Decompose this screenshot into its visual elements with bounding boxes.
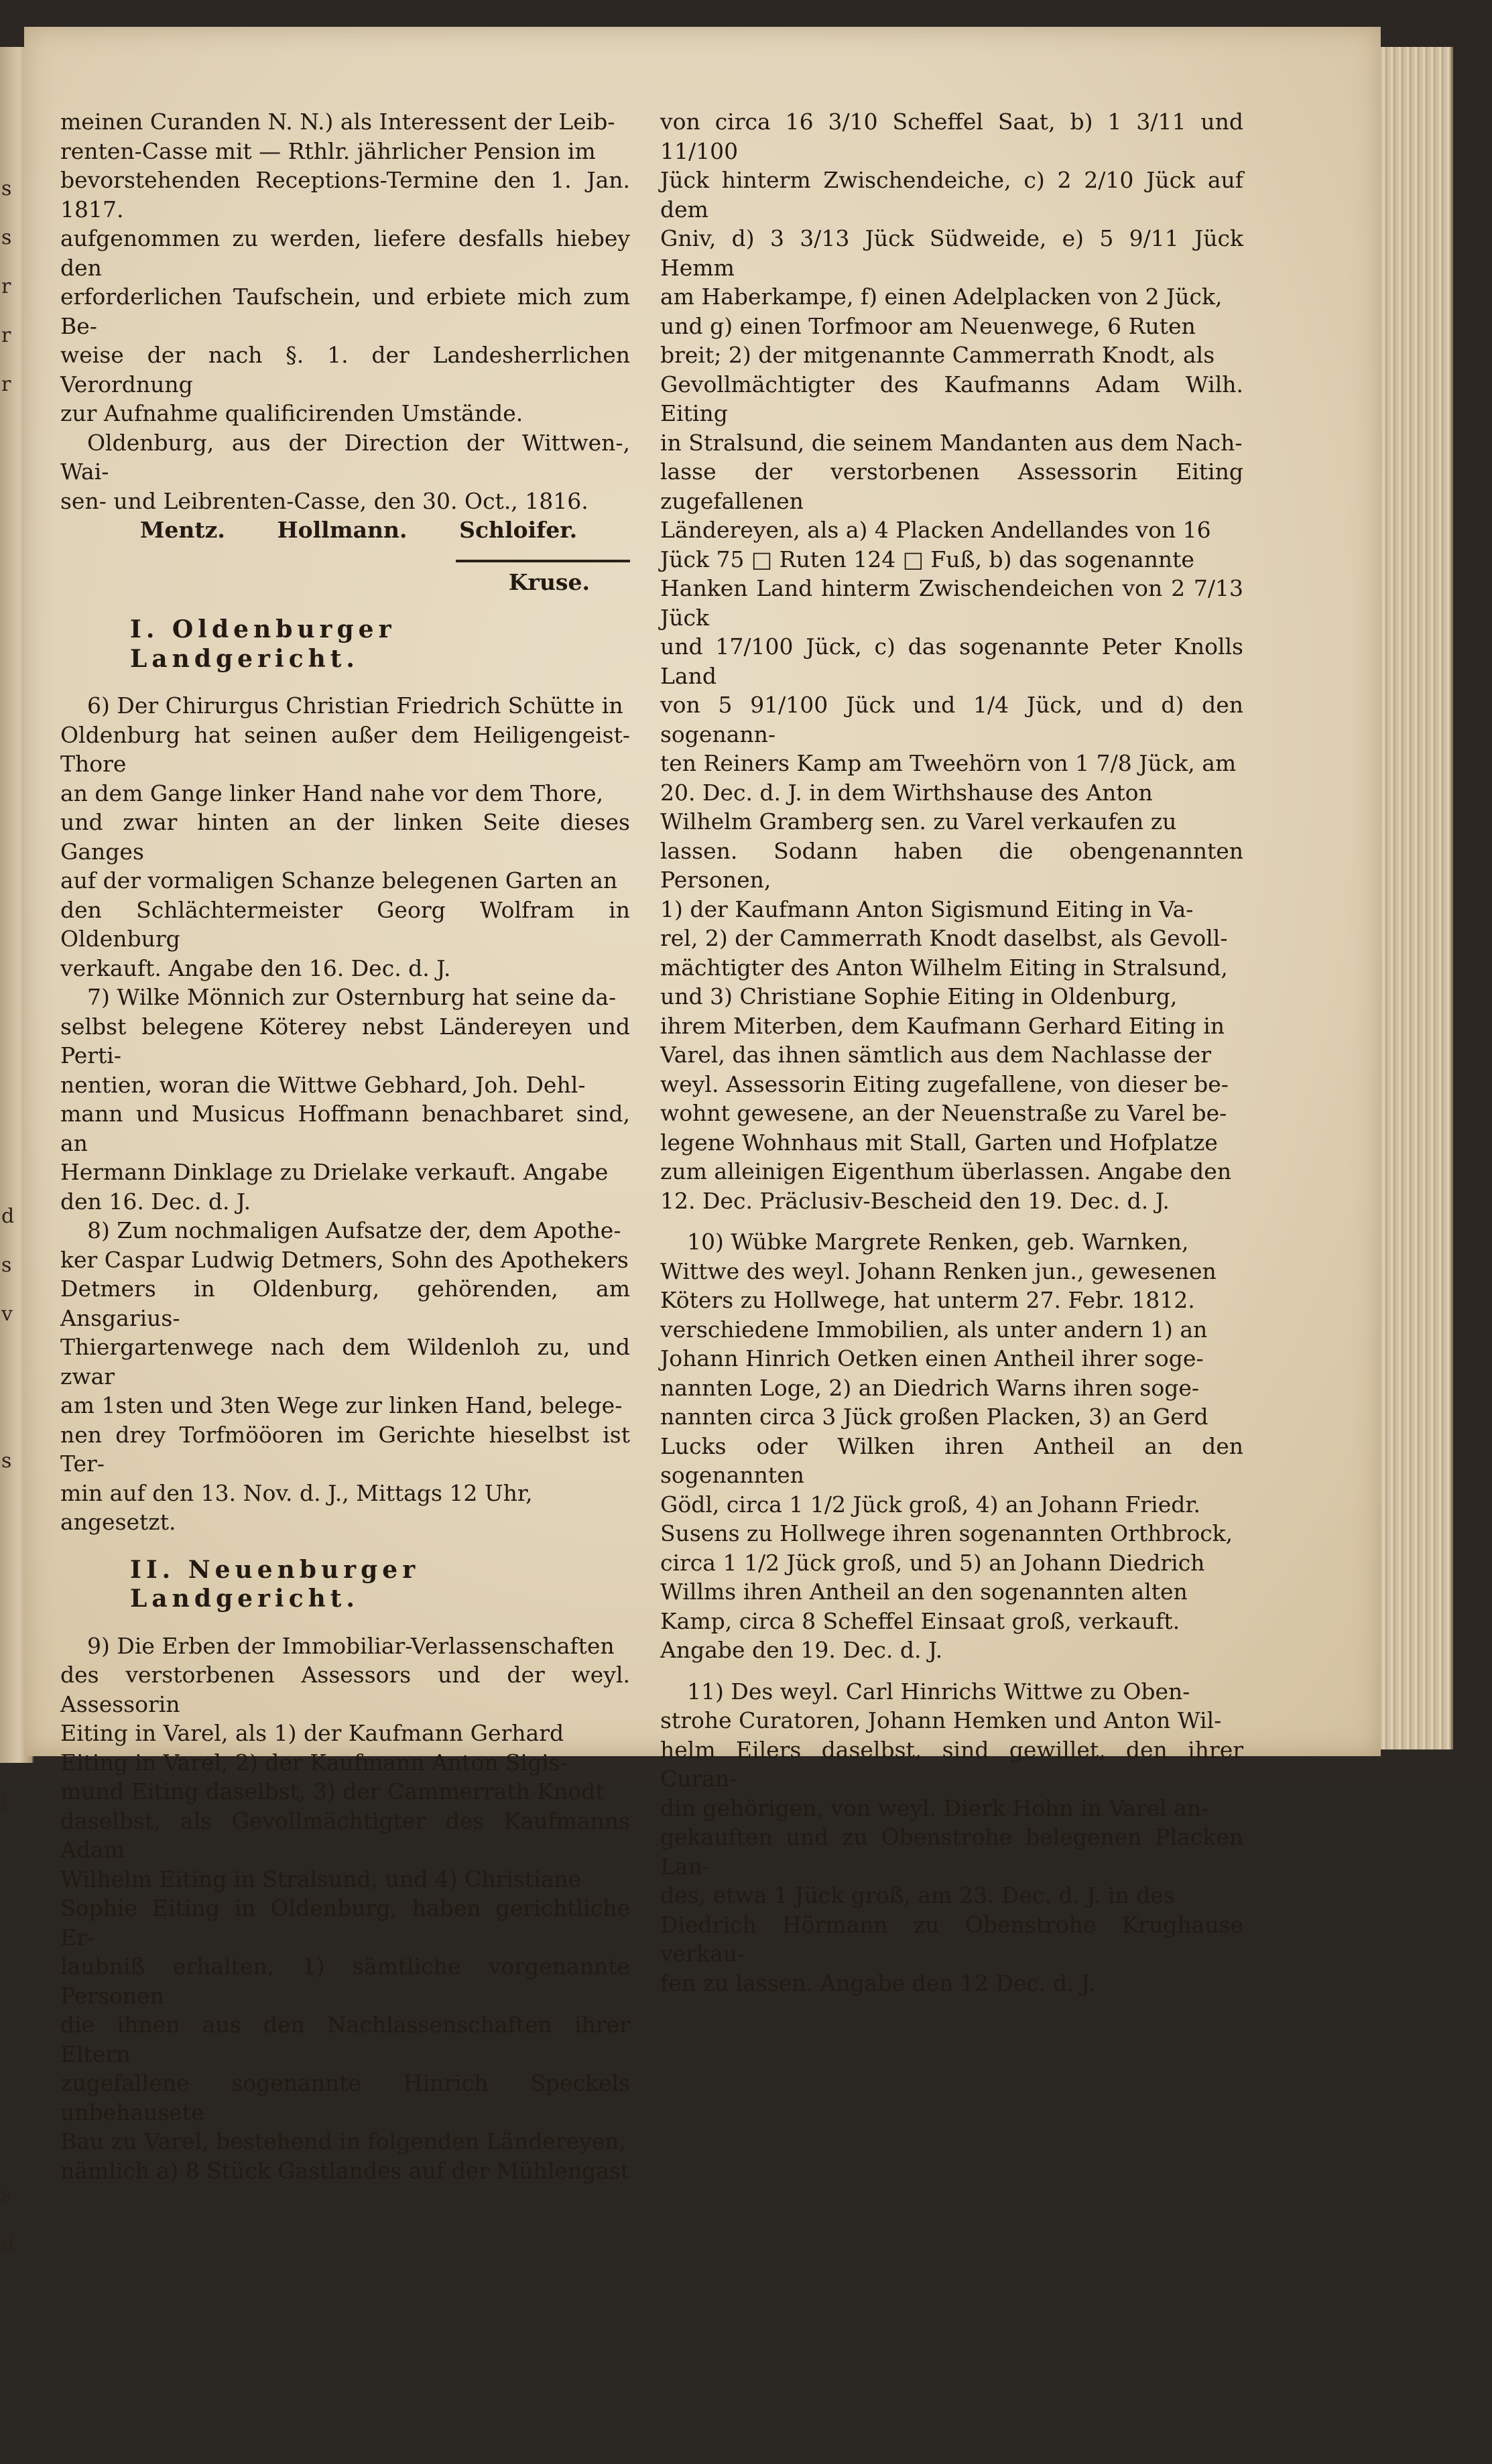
margin-char	[1, 2317, 21, 2366]
margin-char	[1, 1045, 21, 1094]
signer-name: Schloifer.	[459, 517, 578, 543]
text-line: 9) Die Erben der Immobiliar-Verlassenschaften	[87, 1632, 615, 1659]
margin-char: s	[1, 1253, 12, 1277]
text-line: Gödl, circa 1 1/2 Jück groß, 4) an Johann Friedr.	[660, 1491, 1200, 1518]
text-line: 7) Wilke Mönnich zur Osternburg hat seine da-	[87, 984, 617, 1010]
margin-char	[1, 1926, 21, 1975]
text-line: erforderlichen Taufschein, und erbiete mich zum Be-	[60, 284, 630, 339]
section-heading: I. Oldenburger Landgericht.	[130, 615, 396, 673]
margin-char: r	[1, 275, 11, 298]
section-heading: II. Neuenburger Landgericht.	[130, 1555, 420, 1613]
text-line: Hermann Dinklage zu Drielake verkauft. Angabe	[60, 1159, 609, 1185]
margin-char	[1, 702, 21, 751]
text-line: Sophie Eiting in Oldenburg, haben gerichtliche Er-	[60, 1895, 630, 1951]
text-line: des, etwa 1 Jück groß, am 23. Dec. d. J. in des	[660, 1882, 1176, 1908]
notice-item-continued	[660, 107, 1243, 1215]
text-line: Johann Hinrich Oetken einen Antheil ihrer soge-	[660, 1345, 1204, 1371]
text-line: Thiergartenwege nach dem Wildenloh zu, und zwar	[60, 1334, 630, 1390]
text-line: Jück 75 □ Ruten 124 □ Fuß, b) das sogenannte	[660, 546, 1194, 572]
margin-char: l	[1, 1792, 8, 1815]
margin-char: s	[1, 1449, 12, 1473]
text-line: und zwar hinten an der linken Seite dieses Ganges	[60, 809, 630, 865]
signer-name: Kruse.	[508, 568, 590, 595]
text-line: am Haberkampe, f) einen Adelplacken von 2 Jück,	[660, 284, 1223, 310]
text-line: min auf den 13. Nov. d. J., Mittags 12 Uhr,	[60, 1479, 533, 1506]
text-line: verschiedene Immobilien, als unter andern 1) an	[660, 1316, 1208, 1343]
margin-char: v	[1, 1302, 13, 1326]
text-line: lasse der verstorbenen Assessorin Eiting zugefallenen	[660, 458, 1243, 514]
margin-char: r	[1, 324, 11, 347]
text-line: renten-Casse mit — Rthlr. jährlicher Pension im	[60, 137, 596, 164]
text-line: Wittwe des weyl. Johann Renken jun., gewesenen	[660, 1257, 1217, 1284]
margin-char	[1, 1877, 21, 1926]
text-line: aufgenommen zu werden, liefere desfalls hiebey den	[60, 225, 630, 281]
text-line: Köters zu Hollwege, hat unterm 27. Febr. 1812.	[660, 1287, 1195, 1313]
text-line: Jück hinterm Zwischendeiche, c) 2 2/10 Jück auf dem	[660, 167, 1243, 223]
text-line: nentien, woran die Wittwe Gebhard, Joh. Dehl-	[60, 1071, 586, 1098]
margin-char	[1, 2268, 21, 2317]
notice-item	[60, 691, 630, 983]
text-line: Wilhelm Gramberg sen. zu Varel verkaufen zu	[660, 808, 1177, 835]
text-line: Susens zu Hollwege ihren sogenannten Orthbrock,	[660, 1520, 1233, 1546]
text-line: 10) Wübke Margrete Renken, geb. Warnken,	[687, 1229, 1189, 1255]
margin-char	[1, 605, 21, 654]
text-line: meinen Curanden N. N.) als Interessent der Leib-	[60, 109, 615, 135]
margin-char	[1, 1339, 21, 1388]
margin-char	[1, 458, 21, 507]
text-line: rel, 2) der Cammerrath Knodt daselbst, als Gevoll-	[660, 925, 1228, 951]
text-line: auf der vormaligen Schanze belegenen Garten an	[60, 867, 618, 894]
text-line: und 3) Christiane Sophie Eiting in Oldenburg,	[660, 983, 1178, 1009]
margin-char	[1, 800, 21, 849]
text-line: Wilhelm Eiting in Stralsund, und 4) Christiane	[60, 1865, 582, 1892]
text-line: von 5 91/100 Jück und 1/4 Jück, und d) den sogenann-	[660, 692, 1243, 747]
signer-name: Mentz.	[139, 517, 225, 543]
text-line: fen zu lassen. Angabe den 12 Dec. d. J.	[660, 1969, 1096, 1996]
text-line: Bau zu Varel, bestehend in folgenden Ländereyen,	[60, 2128, 627, 2154]
text-line: Oldenburg hat seinen außer dem Heiligengeist-Thore	[60, 721, 630, 777]
margin-char	[1, 751, 21, 800]
text-line: helm Eilers daselbst, sind gewillet, den ihrer Curan-	[660, 1736, 1243, 1792]
place-date-line: sen- und Leibrenten-Casse, den 30. Oct., 1816.	[60, 487, 588, 514]
text-line: weyl. Assessorin Eiting zugefallene, von dieser be-	[660, 1070, 1229, 1097]
notice-item	[60, 983, 630, 1216]
margin-char	[1, 1094, 21, 1143]
text-line: die ihnen aus den Nachlassenschaften ihrer Eltern	[60, 2012, 630, 2067]
text-line: Varel, das ihnen sämtlich aus dem Nachlasse der	[660, 1042, 1211, 1068]
text-line: den Schlächtermeister Georg Wolfram in Oldenburg	[60, 896, 630, 952]
text-line: mund Eiting daselbst, 3) der Cammerrath Knodt	[60, 1778, 605, 1804]
text-line: nämlich a) 8 Stück Gastlandes auf der Mühlengast	[60, 2157, 630, 2184]
text-line: von circa 16 3/10 Scheffel Saat, b) 1 3/11 und 11/100	[660, 109, 1243, 164]
margin-char	[1, 1632, 21, 1681]
margin-char	[1, 2366, 21, 2415]
text-line: zum alleinigen Eigenthum überlassen. Angabe den	[660, 1158, 1232, 1184]
text-line: wohnt gewesene, an der Neuenstraße zu Varel be-	[660, 1100, 1227, 1126]
notice-item	[60, 1631, 630, 2186]
margin-char	[1, 1583, 21, 1632]
text-line: weise der nach §. 1. der Landesherrlichen Verordnung	[60, 342, 630, 397]
margin-char	[1, 2415, 21, 2464]
text-line: breit; 2) der mitgenannte Cammerrath Knodt, als	[660, 342, 1215, 368]
text-line: und 17/100 Jück, c) das sogenannte Peter Knolls Land	[660, 633, 1243, 689]
right-column	[660, 107, 1243, 1997]
text-line: Ländereyen, als a) 4 Placken Andellandes von 16	[660, 517, 1211, 543]
text-line: angesetzt.	[60, 1509, 176, 1535]
text-line: 20. Dec. d. J. in dem Wirthshause des Anton	[660, 779, 1153, 806]
margin-char	[1, 1534, 21, 1583]
text-line: 12. Dec. Präclusiv-Bescheid den 19. Dec. d. J.	[660, 1187, 1170, 1214]
text-line: selbst belegene Köterey nebst Ländereyen und Perti-	[60, 1013, 630, 1068]
notice-item	[660, 1227, 1243, 1665]
text-line: 6) Der Chirurgus Christian Friedrich Schütte in	[87, 692, 623, 719]
text-line: Diedrich Hörmann zu Obenstrohe Krughause verkau-	[660, 1911, 1243, 1967]
text-line: circa 1 1/2 Jück groß, und 5) an Johann Diedrich	[660, 1549, 1205, 1576]
text-line: din gehörigen, von weyl. Dierk Hohn in Varel an-	[660, 1794, 1209, 1821]
text-line: verkauft. Angabe den 16. Dec. d. J.	[60, 954, 451, 981]
text-line: am 1sten und 3ten Wege zur linken Hand, belege-	[60, 1392, 623, 1418]
margin-char	[1, 2121, 21, 2170]
signer-name: Hollmann.	[277, 517, 408, 543]
text-line: Lucks oder Wilken ihren Antheil an den sogenannten	[660, 1432, 1243, 1488]
margin-char: s	[1, 226, 12, 249]
margin-char	[1, 1975, 21, 2024]
left-column	[60, 107, 630, 2185]
text-line: Hanken Land hinterm Zwischendeichen von 2 7/13 Jück	[660, 575, 1243, 631]
margin-char	[1, 1388, 21, 1436]
text-line: zugefallene sogenannte Hinrich Speckels unbehausete	[60, 2070, 630, 2126]
margin-char	[1, 996, 21, 1045]
margin-char: d	[1, 1205, 15, 1228]
text-line: und g) einen Torfmoor am Neuenwege, 6 Ruten	[660, 312, 1196, 339]
text-line: gekauften und zu Obenstrohe belegenen Placken Lan-	[660, 1824, 1243, 1880]
margin-char	[1, 1485, 21, 1534]
text-line: des verstorbenen Assessors und der weyl. Assessorin	[60, 1662, 630, 1717]
text-line: mächtigter des Anton Wilhelm Eiting in Stralsund,	[660, 954, 1228, 981]
margin-char	[1, 2024, 21, 2073]
signatories	[60, 515, 630, 545]
text-line: ten Reiners Kamp am Tweehörn von 1 7/8 Jück, am	[660, 750, 1237, 776]
text-line: daselbst, als Gevollmächtigter des Kaufmanns Adam	[60, 1807, 630, 1863]
text-line: Gevollmächtigter des Kaufmanns Adam Wilh. Eiting	[660, 371, 1243, 426]
facing-page-margin-text	[1, 164, 21, 2464]
text-line: Eiting in Varel, als 1) der Kaufmann Gerhard	[60, 1720, 564, 1746]
text-line: Eiting in Varel, 2) der Kaufmann Anton Sigis-	[60, 1749, 568, 1776]
margin-char	[1, 1730, 21, 1779]
text-line: Angabe den 19. Dec. d. J.	[660, 1637, 943, 1663]
divider-rule	[456, 560, 630, 562]
notice-item	[660, 1677, 1243, 1998]
margin-char: s	[1, 2183, 12, 2207]
text-line: nannten circa 3 Jück großen Placken, 3) an Gerd	[660, 1404, 1208, 1430]
text-line: ihrem Miterben, dem Kaufmann Gerhard Eiting in	[660, 1012, 1225, 1039]
book-page-edges	[1381, 47, 1453, 1749]
text-line: legene Wohnhaus mit Stall, Garten und Hofplatze	[660, 1129, 1218, 1156]
text-line: zur Aufnahme qualificirenden Umstände.	[60, 400, 523, 426]
text-line: laubniß erhalten, 1) sämtliche vorgenannte Personen	[60, 1953, 630, 2009]
text-line: mann und Musicus Hoffmann benachbaret sind, an	[60, 1101, 630, 1156]
margin-char	[1, 1681, 21, 1730]
text-line: Gniv, d) 3 3/13 Jück Südweide, e) 5 9/11 Jück Hemm	[660, 225, 1243, 281]
margin-char	[1, 556, 21, 605]
margin-char	[1, 1143, 21, 1192]
margin-char: r	[1, 373, 11, 396]
margin-char	[1, 507, 21, 556]
notice-item	[60, 1216, 630, 1537]
margin-char: s	[1, 177, 12, 200]
text-line: nannten Loge, 2) an Diedrich Warns ihren soge-	[660, 1374, 1200, 1401]
margin-char	[1, 849, 21, 898]
text-line: bevorstehenden Receptions-Termine den 1. Jan. 1817.	[60, 167, 630, 223]
margin-char	[1, 654, 21, 702]
text-line: Detmers in Oldenburg, gehörenden, am Ansgarius-	[60, 1276, 630, 1331]
text-line: Kamp, circa 8 Scheffel Einsaat groß, verkauft.	[660, 1607, 1180, 1634]
intro-paragraph	[60, 107, 630, 428]
margin-char	[1, 2073, 21, 2121]
margin-char	[1, 947, 21, 996]
text-line: lassen. Sodann haben die obengenannten Personen,	[660, 837, 1243, 893]
text-line: den 16. Dec. d. J.	[60, 1188, 251, 1215]
text-line: nen drey Torfmööoren im Gerichte hieselbst ist Ter-	[60, 1421, 630, 1477]
text-line: strohe Curatoren, Johann Hemken und Anton Wil-	[660, 1707, 1222, 1733]
margin-char	[1, 898, 21, 947]
margin-char	[1, 1828, 21, 1877]
text-line: 8) Zum nochmaligen Aufsatze der, dem Apothe-	[87, 1217, 621, 1243]
text-line: 11) Des weyl. Carl Hinrichs Wittwe zu Oben-	[687, 1678, 1190, 1705]
margin-char	[1, 409, 21, 458]
text-line: 1) der Kaufmann Anton Sigismund Eiting in Va-	[660, 896, 1194, 922]
margin-char: d	[1, 2232, 15, 2256]
text-line: an dem Gange linker Hand nahe vor dem Thore,	[60, 780, 604, 806]
text-line: in Stralsund, die seinem Mandanten aus dem Nach-	[660, 429, 1243, 456]
place-date-line: Oldenburg, aus der Direction der Wittwen-, Wai-	[60, 429, 630, 485]
text-line: ker Caspar Ludwig Detmers, Sohn des Apothekers	[60, 1246, 629, 1273]
text-line: Willms ihren Antheil an den sogenannten alten	[660, 1579, 1188, 1605]
